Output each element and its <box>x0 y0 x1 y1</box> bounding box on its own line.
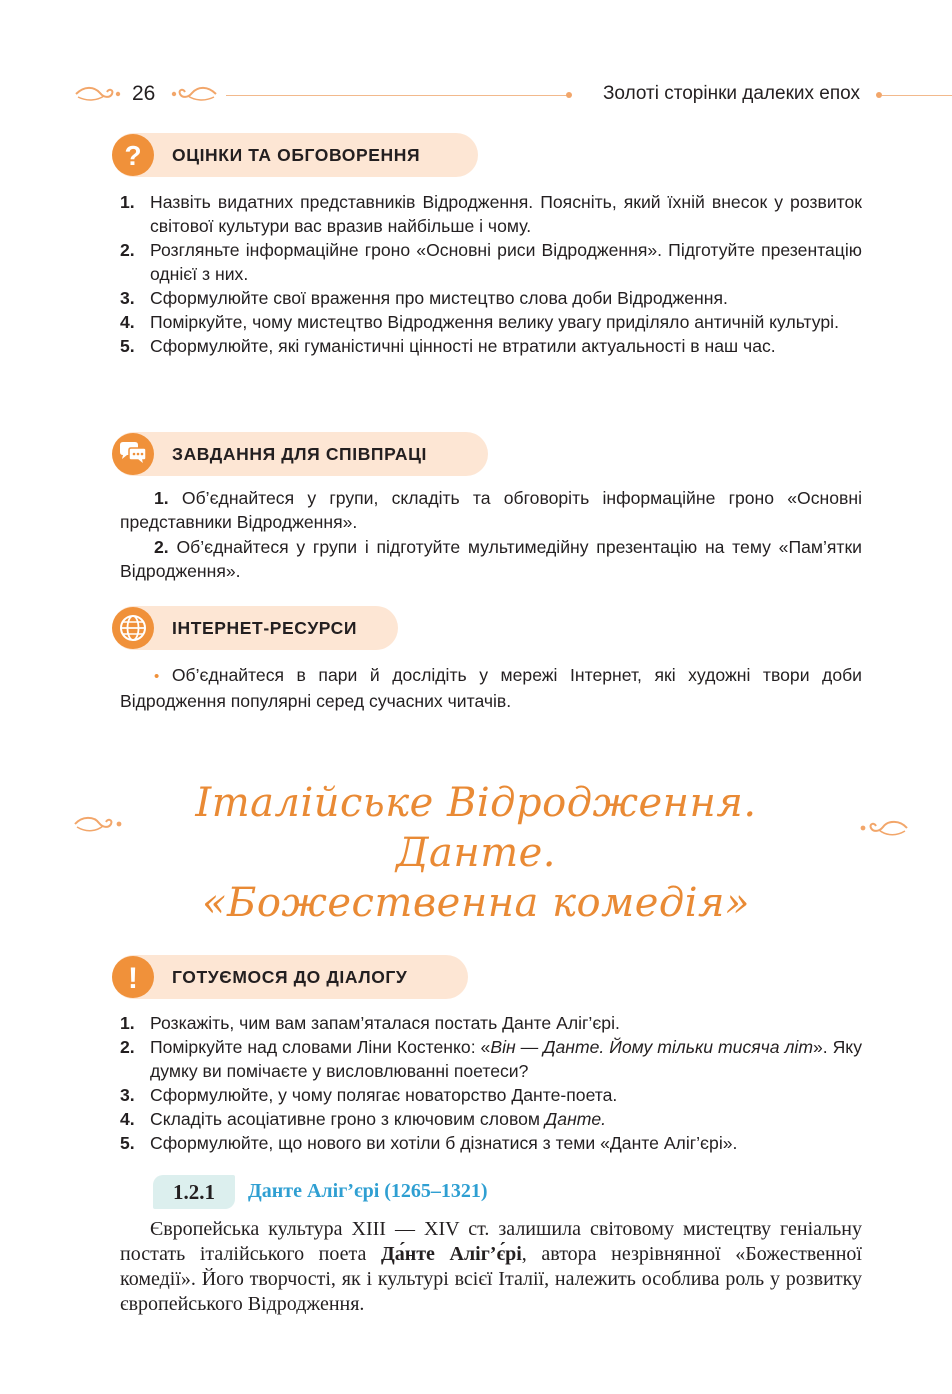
list-item: 4. Поміркуйте, чому мистецтво Відродження велику увагу приділяло античній культурі. <box>120 312 839 332</box>
question-icon <box>112 134 154 176</box>
svg-text:?: ? <box>124 140 142 170</box>
internet-title: ІНТЕРНЕТ-РЕСУРСИ <box>172 617 358 638</box>
title-flourish-left <box>72 813 124 835</box>
cooperation-heading <box>112 432 488 476</box>
assessment-title: ОЦІНКИ ТА ОБГОВОРЕННЯ <box>172 144 421 165</box>
dialogue-list <box>120 1011 862 1155</box>
chapter-title-line-1: Італійське Відродження. <box>195 780 757 826</box>
assessment-heading <box>112 133 478 177</box>
page-number: 26 <box>132 82 156 105</box>
chapter-title-line-3: «Божественна комедія» <box>201 880 751 926</box>
flourish-ornament-right <box>170 84 218 104</box>
list-item: 3. Сформулюйте свої враження про мистецтво слова доби Відродження. <box>120 288 728 308</box>
dialogue-title: ГОТУЄМОСЯ ДО ДІАЛОГУ <box>172 966 408 987</box>
list-item: 5. Сформулюйте, які гуманістичні цінності не втратили актуальності в наш час. <box>120 336 776 356</box>
list-item: 3. Сформулюйте, у чому полягає новаторство Данте-поета. <box>120 1085 618 1105</box>
flourish-ornament-left <box>74 84 122 104</box>
list-item: 4. Складіть асоціативне гроно з ключовим словом Данте. <box>120 1109 607 1129</box>
header-rule-right <box>882 95 952 96</box>
exclamation-icon <box>112 956 154 998</box>
cooperation-item-2: 2. Об’єднайтеся у групи і підготуйте мультимедійну презентацію на тему «Пам’ятки Відродження». <box>120 537 862 581</box>
svg-text:!: ! <box>128 962 138 992</box>
section-number-badge: 1.2.1 <box>153 1175 235 1209</box>
list-item: 1. Розкажіть, чим вам запам’яталася постать Данте Аліг’єрі. <box>120 1013 620 1033</box>
chapter-title-line-2: Данте. <box>395 830 557 876</box>
chapter-title <box>120 778 832 928</box>
list-item: 2. Поміркуйте над словами Ліни Костенко: «Він — Данте. Йому тільки тисяча літ». Яку думку ви помічаєте у висловлюванні поетеси? <box>120 1037 862 1081</box>
header-rule-left <box>226 95 568 96</box>
section-title: Данте Аліг’єрі (1265–1321) <box>248 1180 488 1202</box>
list-item: 1. Назвіть видатних представників Відродження. Поясніть, який їхній внесок у розвиток світової культури вас вразив найбільше і чому. <box>120 192 862 236</box>
title-flourish-right <box>858 817 910 839</box>
cooperation-item-1: 1. Об’єднайтеся у групи, складіть та обговоріть інформаційне гроно «Основні представники Відродження». <box>120 488 862 532</box>
globe-icon <box>112 607 154 649</box>
list-item: 2. Розгляньте інформаційне гроно «Основні риси Відродження». Підготуйте презентацію однієї з них. <box>120 240 862 284</box>
intro-paragraph: Європейська культура XIII — XIV ст. залишила світовому мистецтву геніальну постать італійського поета Да́нте Аліг’є́рі, автора незрівнянної «Божественної комедії». Його творчості, як і культурі всієї Італії, належить особлива роль у розвитку європейського Відродження. <box>120 1218 862 1315</box>
header-rule-dot <box>566 92 572 98</box>
chat-bubbles-icon <box>112 433 154 475</box>
internet-text: • Об’єднайтеся в пари й дослідіть у мережі Інтернет, які художні твори доби Відродження популярні серед сучасних читачів. <box>120 665 863 711</box>
cooperation-title: ЗАВДАННЯ ДЛЯ СПІВПРАЦІ <box>172 443 427 464</box>
list-item: 5. Сформулюйте, що нового ви хотіли б дізнатися з теми «Данте Аліг’єрі». <box>120 1133 738 1153</box>
dialogue-heading <box>112 955 468 999</box>
assessment-list <box>120 190 862 358</box>
internet-heading <box>112 606 398 650</box>
running-title: Золоті сторінки далеких епох <box>602 83 860 104</box>
